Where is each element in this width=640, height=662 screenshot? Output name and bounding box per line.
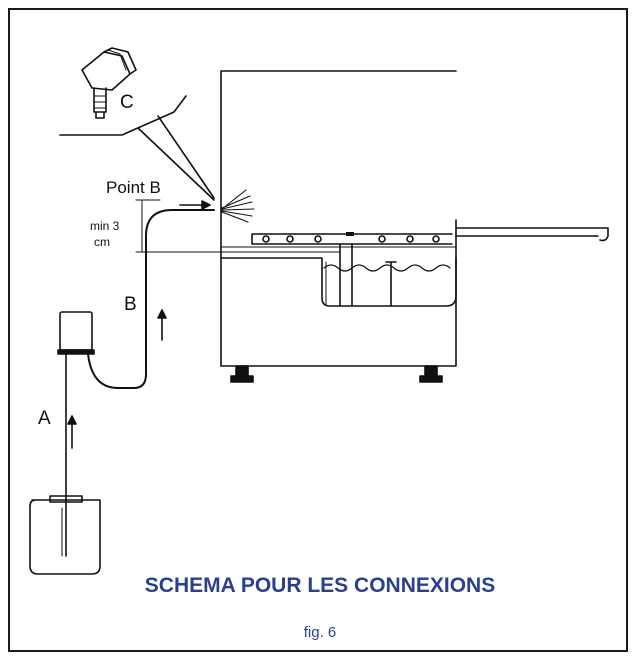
arrow-a-head: [68, 416, 76, 424]
wash-tank: [221, 258, 456, 306]
machine-leg-right: [425, 366, 437, 376]
label-c: C: [120, 92, 134, 113]
label-a: A: [38, 408, 51, 429]
dosing-pump: [60, 312, 92, 350]
spray-jet: [222, 190, 254, 222]
tank-water: [324, 265, 450, 271]
machine-cabinet: [221, 71, 456, 366]
label-min-line1: min 3: [90, 219, 120, 233]
label-point-b: Point B: [106, 178, 161, 197]
arrow-point-b-head: [202, 201, 210, 209]
tank-overflow-tube: [340, 244, 352, 306]
caption-title: SCHEMA POUR LES CONNEXIONS: [144, 574, 496, 597]
arrow-b-head: [158, 310, 166, 318]
label-min-line2: cm: [94, 235, 110, 249]
rinse-nozzles: [263, 236, 439, 242]
machine-leg-right-foot: [420, 376, 442, 382]
outlet-table: [456, 228, 608, 241]
caption-figure-number: fig. 6: [303, 624, 337, 641]
detergent-container: [30, 500, 100, 574]
label-b: B: [124, 294, 137, 315]
machine-leg-left: [236, 366, 248, 376]
rinse-bar-center-nut: [346, 232, 354, 236]
machine-leg-left-foot: [231, 376, 253, 382]
